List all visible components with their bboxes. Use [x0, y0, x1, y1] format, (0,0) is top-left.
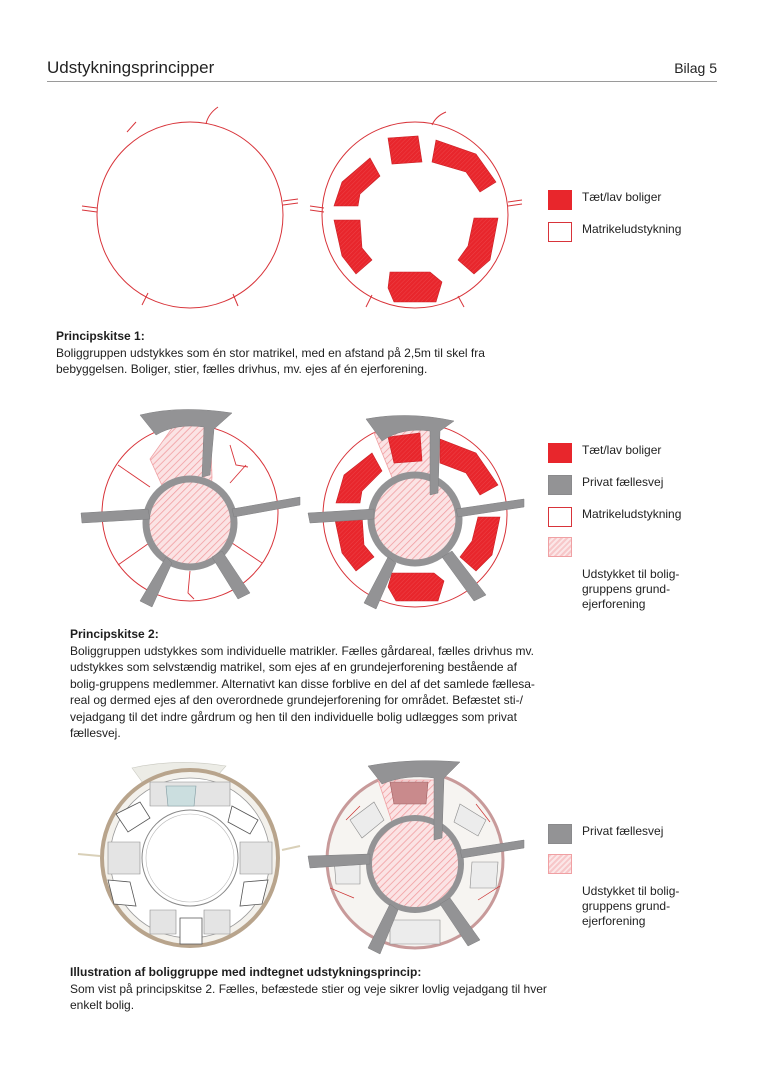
swatch-association [548, 537, 572, 557]
swatch-housing [548, 190, 572, 210]
legend-item [548, 854, 748, 929]
caption-section-1 [56, 328, 556, 378]
caption-line: Boliggruppen udstykkes som individuelle matrikler. Fælles gårdareal, fælles drivhus mv. [70, 643, 534, 658]
caption-line: vejadgang til det indre gårdrum og hen til den individuelle bolig udlægges som privat [70, 709, 517, 724]
legend-label: Udstykket til bolig- gruppens grund- ejerforening [582, 567, 680, 611]
legend-label: Udstykket til bolig- gruppens grund- ejerforening [582, 884, 680, 928]
legend-item [548, 507, 748, 527]
caption-line: bebyggelsen. Boliger, stier, fælles drivhus, mv. ejes af én ejerforening. [56, 362, 428, 376]
caption-section-3 [70, 964, 570, 1014]
legend-item [548, 537, 748, 612]
swatch-association [548, 854, 572, 874]
caption-line: bolig-gruppens medlemmer. Alternativt kan disse forblive en del af det samlede fællesa- [70, 676, 535, 691]
sketch-2-cadastral-plan [0, 405, 300, 620]
caption-line: fællesvej. [70, 726, 121, 740]
legend-item [548, 222, 748, 242]
caption-title: Illustration af boliggruppe med indtegnet udstykningsprincip: [70, 965, 422, 979]
legend-label: Tæt/lav boliger [582, 190, 662, 204]
caption-section-2 [70, 626, 570, 742]
sketch-1-housing-ring [290, 110, 530, 320]
legend-item [548, 475, 748, 495]
illustration-subdivision-plan [290, 758, 530, 958]
swatch-cadastral [548, 222, 572, 242]
header-rule [47, 81, 717, 82]
legend-item [548, 443, 748, 463]
legend-label: Privat fællesvej [582, 824, 664, 838]
swatch-road [548, 475, 572, 495]
legend-label: Matrikeludstykning [582, 222, 682, 236]
page-label: Bilag 5 [674, 60, 717, 76]
caption-line: Som vist på principskitse 2. Fælles, befæstede stier og veje sikrer lovlig vejadgang til hver [70, 981, 547, 996]
legend-section-3 [548, 824, 748, 929]
legend-section-2 [548, 443, 748, 612]
legend-item [548, 824, 748, 844]
legend-section-1 [548, 190, 748, 242]
legend-label: Tæt/lav boliger [582, 443, 662, 457]
caption-line: real og dermed ejes af den overordnede grundejerforening for området. Befæstet sti-/ [70, 693, 523, 707]
sketch-2-housing-plan [290, 405, 530, 620]
legend-label: Privat fællesvej [582, 475, 664, 489]
swatch-housing [548, 443, 572, 463]
caption-title: Principskitse 2: [70, 627, 159, 641]
page-title: Udstykningsprincipper [47, 58, 215, 77]
caption-line: enkelt bolig. [70, 998, 135, 1012]
caption-line: Boliggruppen udstykkes som én stor matrikel, med en afstand på 2,5m til skel fra [56, 345, 485, 360]
illustration-site-plan [0, 758, 300, 958]
caption-title: Principskitse 1: [56, 329, 145, 343]
swatch-cadastral [548, 507, 572, 527]
caption-line: udstykkes som selvstændig matrikel, som ejes af en grundejerforening bestående af [70, 660, 517, 674]
swatch-road [548, 824, 572, 844]
sketch-1-plot-outline [0, 110, 290, 320]
legend-label: Matrikeludstykning [582, 507, 682, 521]
legend-item [548, 190, 748, 210]
